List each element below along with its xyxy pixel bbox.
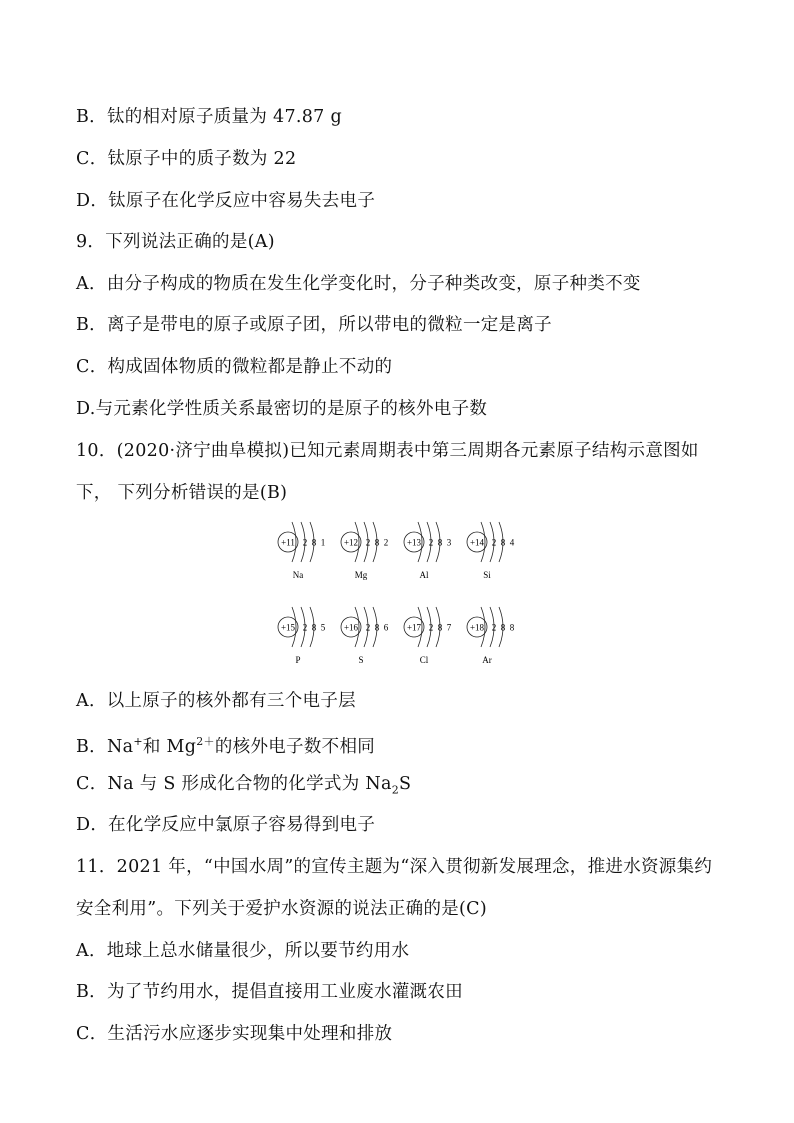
option-d-prev: D．钛原子在化学反应中容易失去电子 bbox=[76, 191, 376, 211]
question-11-option-c: C．生活污水应逐步实现集中处理和排放 bbox=[76, 1024, 393, 1044]
element-symbol: Cl bbox=[419, 655, 429, 665]
atom-ar bbox=[467, 607, 515, 665]
question-11-option-b: B．为了节约用水，提倡直接用工业废水灌溉农田 bbox=[76, 982, 463, 1002]
shell-electron-count: 8 bbox=[311, 622, 317, 633]
question-10-option-b bbox=[76, 730, 375, 759]
mg-charge: 2＋ bbox=[196, 735, 215, 748]
nucleus-charge: +16 bbox=[343, 622, 359, 633]
formula-subscript: 2 bbox=[391, 783, 400, 797]
option-b-suffix: 的核外电子数不相同 bbox=[214, 736, 376, 757]
shell-electron-count: 2 bbox=[302, 537, 308, 548]
question-11-line-1: 11．2021 年，“中国水周”的宣传主题为“深入贯彻新发展理念，推进水资源集约 bbox=[76, 857, 713, 877]
option-c-suffix: S bbox=[399, 774, 412, 794]
question-9-option-b: B．离子是带电的原子或原子团，所以带电的微粒一定是离子 bbox=[76, 315, 552, 335]
shell-electron-count: 8 bbox=[374, 537, 380, 548]
nucleus-charge: +14 bbox=[469, 537, 485, 548]
element-symbol: Si bbox=[483, 570, 491, 580]
shell-electron-count: 8 bbox=[437, 537, 443, 548]
shell-electron-count: 8 bbox=[311, 537, 317, 548]
element-symbol: Na bbox=[292, 570, 304, 580]
option-b-prev: B．钛的相对原子质量为 47.87 g bbox=[76, 107, 342, 127]
option-b-mid: 和 Mg bbox=[142, 736, 197, 757]
nucleus-charge: +11 bbox=[281, 537, 295, 548]
question-9-option-a: A．由分子构成的物质在发生化学变化时，分子种类改变，原子种类不变 bbox=[76, 274, 641, 294]
shell-electron-count: 2 bbox=[365, 537, 371, 548]
shell-electron-count: 2 bbox=[428, 622, 434, 633]
shell-electron-count: 1 bbox=[320, 537, 326, 548]
element-symbol: Al bbox=[419, 570, 429, 580]
shell-electron-count: 8 bbox=[374, 622, 380, 633]
question-10-line-1: 10．(2020·济宁曲阜模拟)已知元素周期表中第三周期各元素原子结构示意图如 bbox=[76, 441, 699, 461]
element-symbol: Ar bbox=[482, 655, 492, 665]
question-10-option-d: D．在化学反应中氯原子容易得到电子 bbox=[76, 815, 376, 835]
nucleus-charge: +17 bbox=[406, 622, 422, 633]
shell-electron-count: 2 bbox=[365, 622, 371, 633]
atom-s bbox=[341, 607, 389, 665]
atomic-structure-svg bbox=[270, 515, 530, 675]
question-9: 9．下列说法正确的是(A) bbox=[76, 232, 275, 252]
question-10-option-c bbox=[76, 772, 411, 803]
question-9-option-c: C．构成固体物质的微粒都是静止不动的 bbox=[76, 357, 393, 377]
question-11-line-2: 安全利用”。下列关于爱护水资源的说法正确的是(C) bbox=[76, 899, 487, 919]
na-charge: + bbox=[133, 735, 143, 748]
shell-electron-count: 2 bbox=[428, 537, 434, 548]
shell-electron-count: 2 bbox=[491, 622, 497, 633]
shell-electron-count: 3 bbox=[446, 537, 452, 548]
question-10-line-2: 下， 下列分析错误的是(B) bbox=[76, 483, 288, 503]
atom-al bbox=[404, 522, 452, 580]
nucleus-charge: +12 bbox=[343, 537, 359, 548]
nucleus-charge: +13 bbox=[406, 537, 422, 548]
shell-electron-count: 4 bbox=[509, 537, 515, 548]
element-symbol: P bbox=[295, 655, 301, 665]
atom-na bbox=[278, 522, 325, 580]
nucleus-charge: +15 bbox=[280, 622, 296, 633]
atom-si bbox=[467, 522, 515, 580]
shell-electron-count: 8 bbox=[500, 537, 506, 548]
shell-electron-count: 5 bbox=[320, 622, 326, 633]
question-10-option-a: A．以上原子的核外都有三个电子层 bbox=[76, 691, 356, 711]
question-11-option-a: A．地球上总水储量很少，所以要节约用水 bbox=[76, 941, 410, 961]
option-b-prefix: B．Na bbox=[76, 736, 134, 757]
shell-electron-count: 6 bbox=[383, 622, 389, 633]
shell-electron-count: 2 bbox=[383, 537, 389, 548]
atomic-structure-diagram bbox=[270, 515, 530, 675]
shell-electron-count: 7 bbox=[446, 622, 452, 633]
atom-cl bbox=[404, 607, 452, 665]
shell-electron-count: 2 bbox=[491, 537, 497, 548]
option-c-prev: C．钛原子中的质子数为 22 bbox=[76, 149, 297, 169]
option-c-prefix: C．Na 与 S 形成化合物的化学式为 Na bbox=[76, 774, 392, 794]
nucleus-charge: +18 bbox=[469, 622, 485, 633]
shell-electron-count: 8 bbox=[509, 622, 515, 633]
shell-electron-count: 8 bbox=[500, 622, 506, 633]
atom-mg bbox=[341, 522, 388, 580]
element-symbol: S bbox=[358, 655, 364, 665]
shell-electron-count: 2 bbox=[302, 622, 308, 633]
shell-electron-count: 8 bbox=[437, 622, 443, 633]
question-9-option-d: D.与元素化学性质关系最密切的是原子的核外电子数 bbox=[76, 399, 488, 419]
element-symbol: Mg bbox=[354, 570, 368, 580]
atom-p bbox=[278, 607, 326, 665]
